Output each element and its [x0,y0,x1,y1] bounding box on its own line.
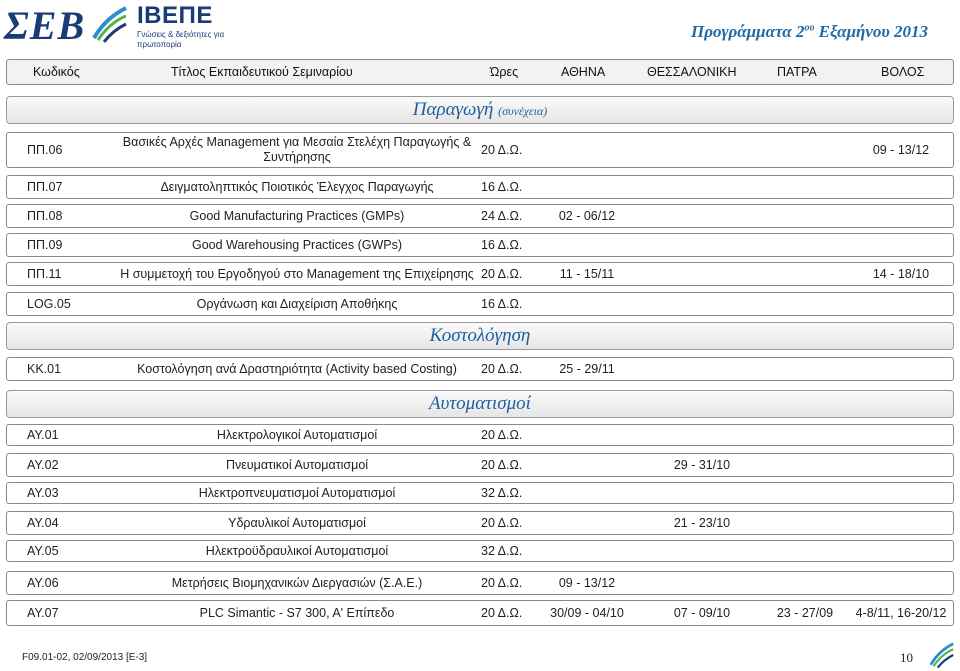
table-row [6,424,954,446]
cell-volos: 09 - 13/12 [872,143,930,157]
table-row [6,511,954,535]
cell-hours: 20 Δ.Ω. [481,576,523,590]
section-costing-title: Κοστολόγηση [429,325,531,346]
seb-logo: ΣΕΒ [4,3,86,48]
cell-title: Πνευματικοί Αυτοματισμοί [225,458,369,472]
section-automation-title: Αυτοματισμοί [429,393,531,414]
cell-hours: 20 Δ.Ω. [481,458,523,472]
cell-title: Ηλεκτροπνευματισμοί Αυτοματισμοί [198,486,396,500]
cell-code: ΠΠ.11 [27,267,62,281]
cell-patra: 23 - 27/09 [776,606,834,620]
col-title: Τίτλος Εκπαιδευτικού Σεμιναρίου [171,65,353,79]
col-code: Κωδικός [33,65,80,79]
cell-hours: 20 Δ.Ω. [481,362,523,376]
program-title [691,22,928,42]
program-title-sup: ου [804,22,815,34]
cell-code: ΑΥ.03 [27,486,59,500]
cell-code: ΠΠ.07 [27,180,63,194]
cell-athens: 11 - 15/11 [559,267,615,281]
section-costing [6,322,954,350]
cell-code: ΠΠ.09 [27,238,63,252]
cell-thessaloniki: 07 - 09/10 [673,606,731,620]
page-number: 10 [900,650,913,665]
cell-title: Ηλεκτροϋδραυλικοί Αυτοματισμοί [205,544,389,558]
table-row [6,204,954,228]
cell-thessaloniki: 21 - 23/10 [673,516,731,530]
cell-title: Οργάνωση και Διαχείριση Αποθήκης [196,297,398,311]
cell-hours: 24 Δ.Ω. [481,209,523,223]
cell-title: Good Manufacturing Practices (GMPs) [189,209,405,223]
ibepe-tagline: Γνώσεις & δεξιότητες για πρωτοπορία [137,30,225,49]
cell-code: ΑΥ.05 [27,544,59,558]
ibepe-mark-icon [90,4,130,44]
cell-code: ΑΥ.06 [27,576,59,590]
cell-code: ΠΠ.06 [27,143,63,157]
table-row [6,233,954,257]
table-row [6,571,954,595]
cell-hours: 20 Δ.Ω. [481,428,523,442]
cell-title: PLC Simantic - S7 300, A' Επίπεδο [199,606,395,620]
cell-code: LOG.05 [27,297,71,311]
page-header [0,0,960,48]
ibepe-logo [137,2,267,49]
ibepe-footer-mark-icon [928,641,956,669]
cell-athens: 25 - 29/11 [559,362,615,376]
table-row [6,175,954,199]
cell-title: Δειγματοληπτικός Ποιοτικός Έλεγχος Παραγωγής [160,180,434,194]
cell-hours: 16 Δ.Ω. [481,238,523,252]
cell-hours: 16 Δ.Ω. [481,297,523,311]
table-row [6,540,954,562]
cell-code: ΑΥ.02 [27,458,59,472]
table-row [6,482,954,504]
cell-title: Good Warehousing Practices (GWPs) [191,238,403,252]
cell-hours: 16 Δ.Ω. [481,180,523,194]
cell-athens: 09 - 13/12 [558,576,616,590]
cell-code: ΚΚ.01 [27,362,62,376]
cell-thessaloniki: 29 - 31/10 [673,458,731,472]
cell-title: Ηλεκτρολογικοί Αυτοματισμοί [216,428,378,442]
table-row [6,357,954,381]
cell-title: Κοστολόγηση ανά Δραστηριότητα (Activity based Costing) [137,362,457,376]
cell-code: ΠΠ.08 [27,209,63,223]
column-header-row [6,59,954,85]
table-row [6,292,954,316]
cell-code: ΑΥ.04 [27,516,59,530]
cell-volos: 14 - 18/10 [872,267,930,281]
ibepe-logo-text: ΙΒΕΠΕ [137,2,213,29]
cell-volos: 4-8/11, 16-20/12 [855,606,947,620]
cell-title: Υδραυλικοί Αυτοματισμοί [228,516,366,530]
program-title-main: Προγράμματα 2 [690,22,805,41]
cell-title: Μετρήσεις Βιομηχανικών Διεργασιών (Σ.Α.Ε.) [171,576,423,590]
cell-hours: 20 Δ.Ω. [481,267,523,281]
table-row [6,262,954,286]
section-automation [6,390,954,418]
cell-hours: 20 Δ.Ω. [481,516,523,530]
col-hours: Ώρες [490,65,519,79]
section-production-note: (συνέχεια) [498,104,548,118]
cell-code: ΑΥ.01 [27,428,59,442]
col-volos: ΒΟΛΟΣ [881,65,925,79]
cell-athens: 02 - 06/12 [558,209,616,223]
program-title-end: Εξαμήνου 2013 [814,22,928,41]
cell-title: Η συμμετοχή του Εργοδηγού στο Management της Επιχείρησης [120,267,474,281]
col-patra: ΠΑΤΡΑ [777,65,817,79]
cell-hours: 20 Δ.Ω. [481,606,523,620]
cell-hours: 32 Δ.Ω. [481,486,523,500]
cell-hours: 32 Δ.Ω. [481,544,523,558]
table-row [6,453,954,477]
cell-athens: 30/09 - 04/10 [550,606,624,620]
col-athens: ΑΘΗΝΑ [561,65,606,79]
table-row [6,132,954,168]
cell-code: ΑΥ.07 [27,606,59,620]
footer-doc-code: F09.01-02, 02/09/2013 [E-3] [22,652,148,663]
table-row [6,600,954,626]
section-production-title: Παραγωγή [412,99,494,120]
cell-title: Βασικές Αρχές Management για Μεσαία Στελέχη Παραγωγής & Συντήρησης [122,135,472,164]
section-production [6,96,954,124]
col-thessaloniki: ΘΕΣΣΑΛΟΝΙΚΗ [647,65,737,79]
cell-hours: 20 Δ.Ω. [481,143,523,157]
